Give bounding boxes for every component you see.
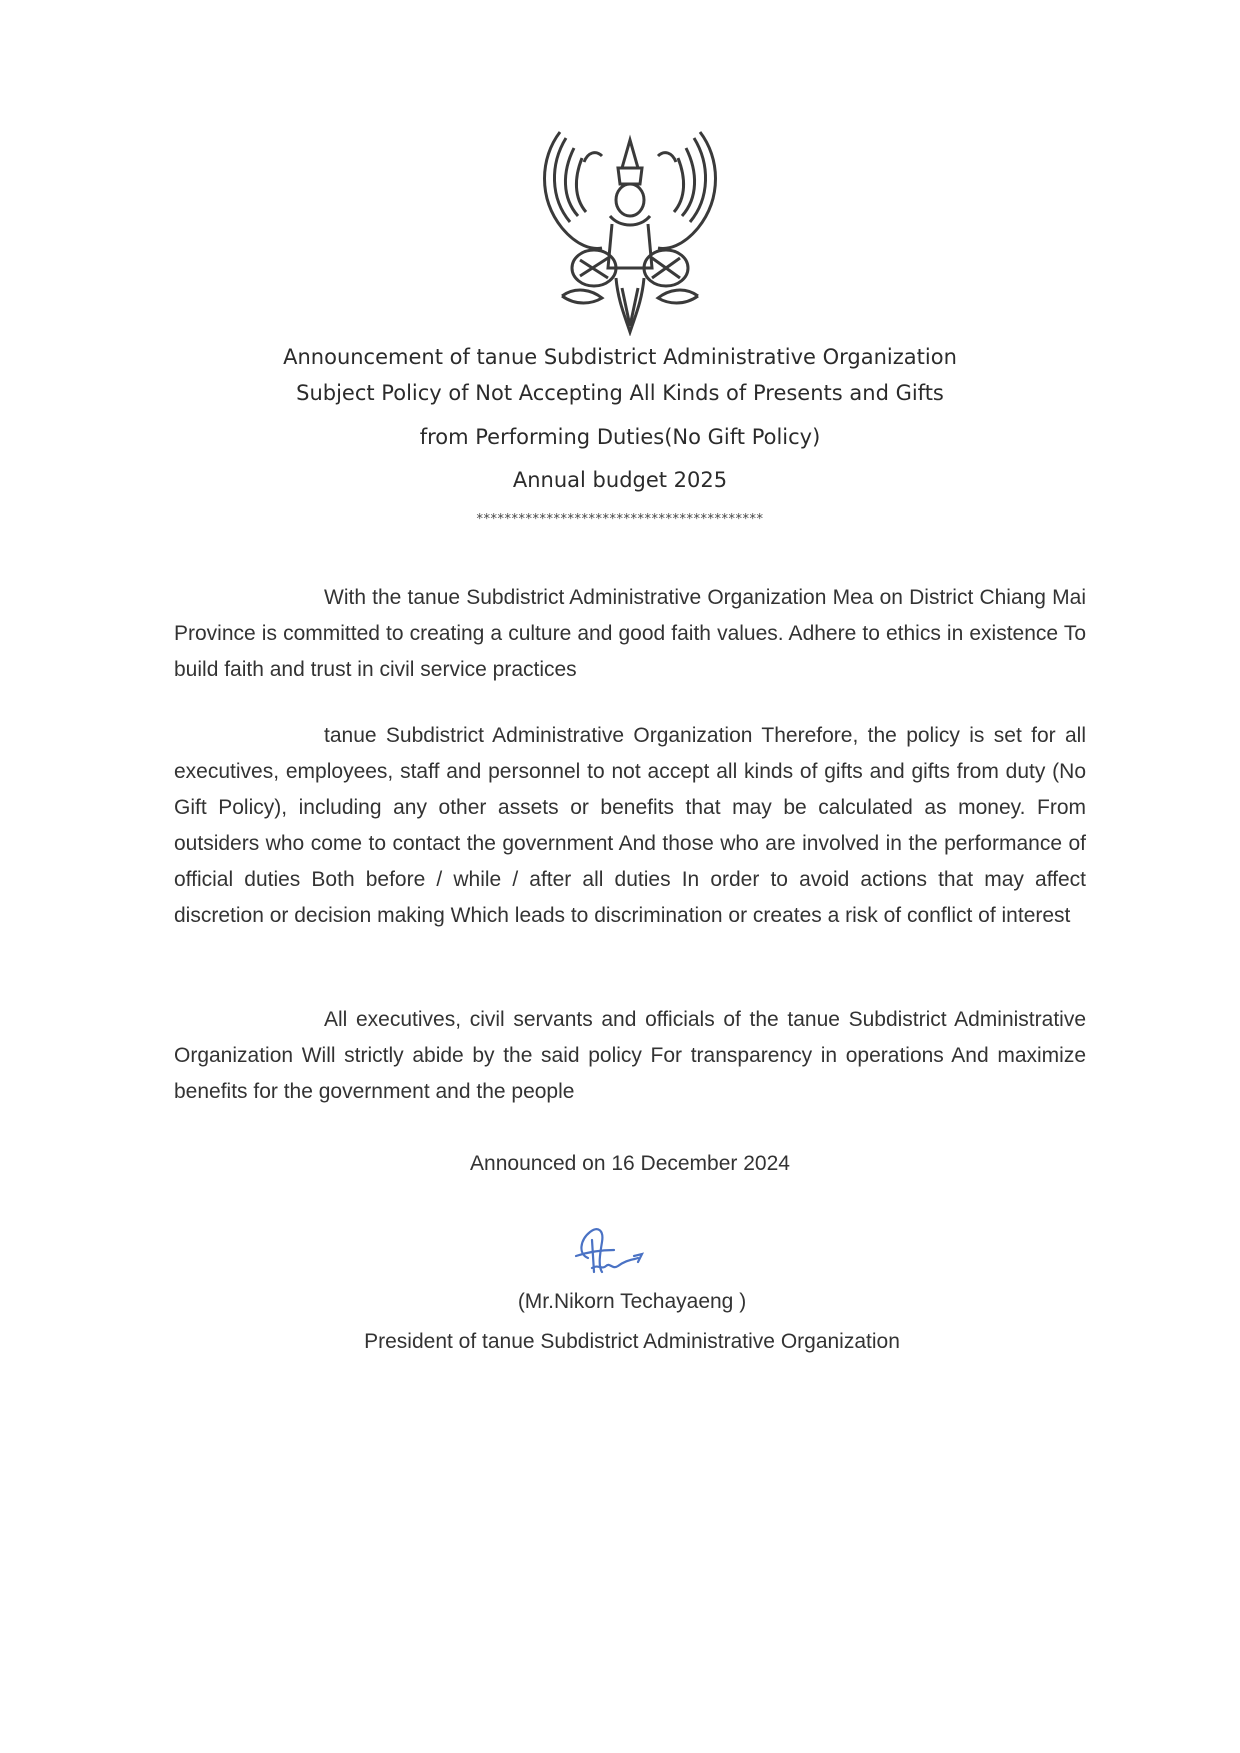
- paragraph-3-text: All executives, civil servants and officials of the tanue Subdistrict Administrative Organization Will strictly abide by the said policy For transparency in operations And maximize benefits for the government and the people: [174, 1008, 1086, 1103]
- subject-line: Subject Policy of Not Accepting All Kinds of Presents and Gifts: [296, 381, 944, 405]
- subject-line-continued: from Performing Duties(No Gift Policy): [419, 425, 821, 449]
- paragraph-3: [174, 1002, 1086, 1110]
- paragraph-2: [174, 718, 1086, 934]
- announcement-title: Announcement of tanue Subdistrict Administrative Organization: [283, 345, 957, 369]
- separator-line: *****************************************: [476, 512, 764, 527]
- paragraph-1: [174, 580, 1086, 688]
- budget-year: Annual budget 2025: [512, 468, 728, 492]
- signer-name: (Mr.Nikorn Techayaeng ): [517, 1290, 747, 1313]
- signer-title: President of tanue Subdistrict Administrative Organization: [364, 1330, 900, 1353]
- handwritten-signature-icon: [568, 1220, 668, 1280]
- paragraph-1-text: With the tanue Subdistrict Administrative Organization Mea on District Chiang Mai Province is committed to creating a culture and good faith values. Adhere to ethics in existence To build faith and trust in civil service practices: [174, 586, 1086, 681]
- announcement-date: Announced on 16 December 2024: [470, 1152, 790, 1175]
- garuda-emblem-icon: [532, 128, 728, 336]
- paragraph-2-text: tanue Subdistrict Administrative Organization Therefore, the policy is set for all executives, employees, staff and personnel to not accept all kinds of gifts and gifts from duty (No Gift Policy), including any other assets or benefits that may be calculated as money. From outsiders who come to contact the government And those who are involved in the performance of official duties Both before / while / after all duties In order to avoid actions that may affect discretion or decision making Which leads to discrimination or creates a risk of conflict of interest: [174, 724, 1086, 927]
